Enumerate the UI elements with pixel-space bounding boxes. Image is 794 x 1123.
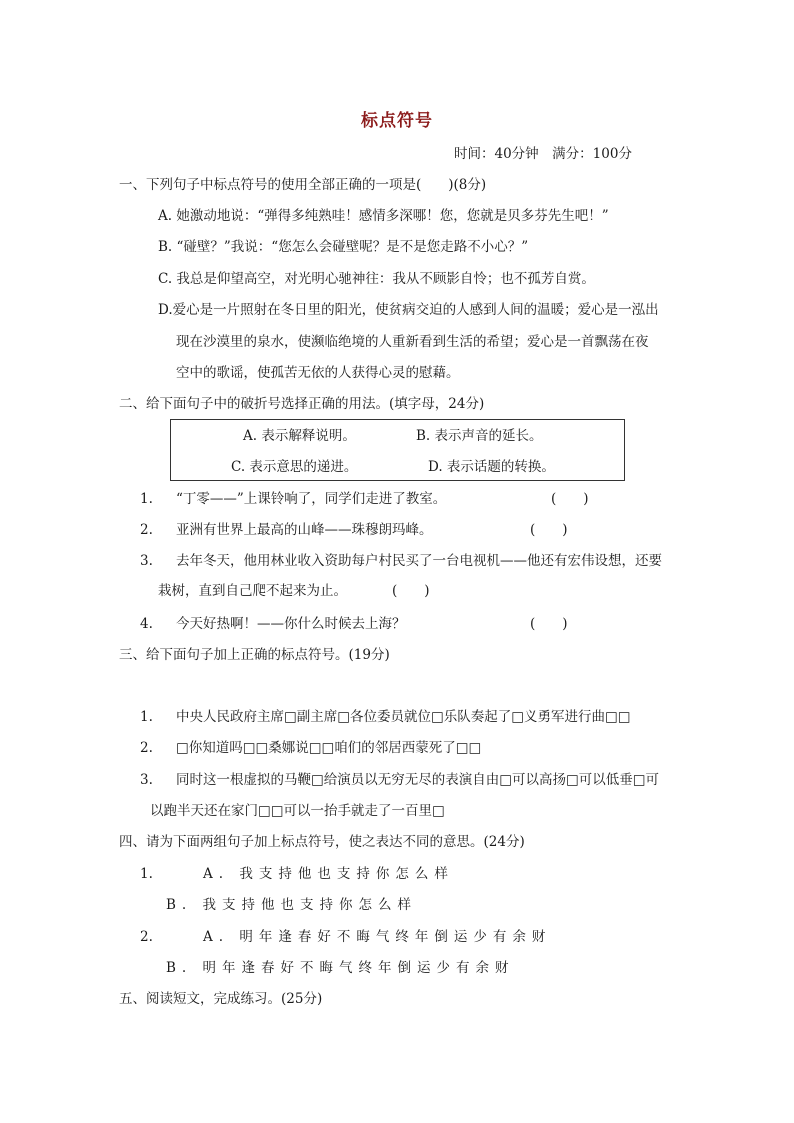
s4-group-1-num: 1. [140, 866, 153, 882]
box-option-c: C. 表示意思的递进。 [231, 459, 358, 475]
s2-item-4-answer-blank: ( ) [530, 616, 568, 632]
box-option-b: B. 表示声音的延长。 [416, 428, 543, 444]
section-5-heading: 五、阅读短文，完成练习。(25分) [119, 991, 323, 1007]
section-1-heading: 一、下列句子中标点符号的使用全部正确的一项是( )(8分) [119, 177, 487, 193]
s1-option-a: A. 她激动地说：“弹得多纯熟哇！感情多深哪！您，您就是贝多芬先生吧！” [158, 208, 609, 224]
s2-item-4-text: 今天好热啊！——你什么时候去上海？ [176, 616, 406, 632]
section-2-heading: 二、给下面句子中的破折号选择正确的用法。(填字母，24分) [119, 396, 485, 412]
s4-group-2-num: 2. [140, 929, 153, 945]
s2-item-3-text: 去年冬天，他用林业收入资助每户村民买了一台电视机——他还有宏伟设想，还要 [176, 553, 662, 569]
section-4-heading: 四、请为下面两组句子加上标点符号，使之表达不同的意思。(24分) [119, 834, 525, 850]
s3-item-3-num: 3. [140, 772, 153, 788]
s2-item-3-num: 3. [140, 553, 153, 569]
box-option-d: D. 表示话题的转换。 [428, 459, 555, 475]
s3-item-3-text: 同时这一根虚拟的马鞭□给演员以无穷无尽的表演自由□可以高扬□可以低垂□可 [176, 772, 660, 788]
s1-option-d-cont-2: 空中的歌谣，使孤苦无依的人获得心灵的慰藉。 [176, 365, 460, 381]
s2-item-1-text: “丁零——”上课铃响了，同学们走进了教室。 [176, 491, 447, 507]
time-score-info: 时间：40分钟 满分：100分 [454, 146, 632, 162]
s2-item-4-num: 4. [140, 616, 153, 632]
s2-item-1-num: 1. [140, 491, 153, 507]
page-title: 标点符号 [361, 111, 433, 131]
s4-group-1-b: B. 我支持他也支持你怎么样 [166, 897, 418, 913]
s3-item-3-cont: 以跑半天还在家门□□可以一抬手就走了一百里□ [150, 803, 445, 819]
s2-item-2-answer-blank: ( ) [530, 522, 568, 538]
s4-group-1-a: A. 我支持他也支持你怎么样 [203, 866, 454, 882]
s1-option-c: C. 我总是仰望高空，对光明心驰神往：我从不顾影自怜；也不孤芳自赏。 [158, 271, 595, 287]
s2-item-2-text: 亚洲有世界上最高的山峰——珠穆朗玛峰。 [176, 522, 433, 538]
s3-item-1-text: 中央人民政府主席□副主席□各位委员就位□乐队奏起了□义勇军进行曲□□ [176, 709, 631, 725]
s3-item-1-num: 1. [140, 709, 153, 725]
s1-option-d-cont-1: 现在沙漠里的泉水，使濒临绝境的人重新看到生活的希望；爱心是一首飘荡在夜 [176, 334, 649, 350]
s2-item-3-cont: 栽树，直到自己爬不起来为止。 [158, 583, 347, 599]
section-3-heading: 三、给下面句子加上正确的标点符号。(19分) [119, 647, 390, 663]
s3-item-2-text: □你知道吗□□桑娜说□□咱们的邻居西蒙死了□□ [176, 740, 482, 756]
s2-item-3-answer-blank: ( ) [392, 583, 430, 599]
s1-option-d: D.爱心是一片照射在冬日里的阳光，使贫病交迫的人感到人间的温暖；爱心是一泓出 [158, 302, 659, 318]
s4-group-2-a: A. 明年逢春好不晦气终年倒运少有余财 [203, 929, 552, 945]
s4-group-2-b: B. 明年逢春好不晦气终年倒运少有余财 [166, 960, 515, 976]
box-option-a: A. 表示解释说明。 [243, 428, 356, 444]
s1-option-b: B. “碰壁？”我说：“您怎么会碰壁呢？是不是您走路不小心？” [158, 239, 529, 255]
s3-item-2-num: 2. [140, 740, 153, 756]
s2-item-1-answer-blank: ( ) [551, 491, 589, 507]
s2-item-2-num: 2. [140, 522, 153, 538]
